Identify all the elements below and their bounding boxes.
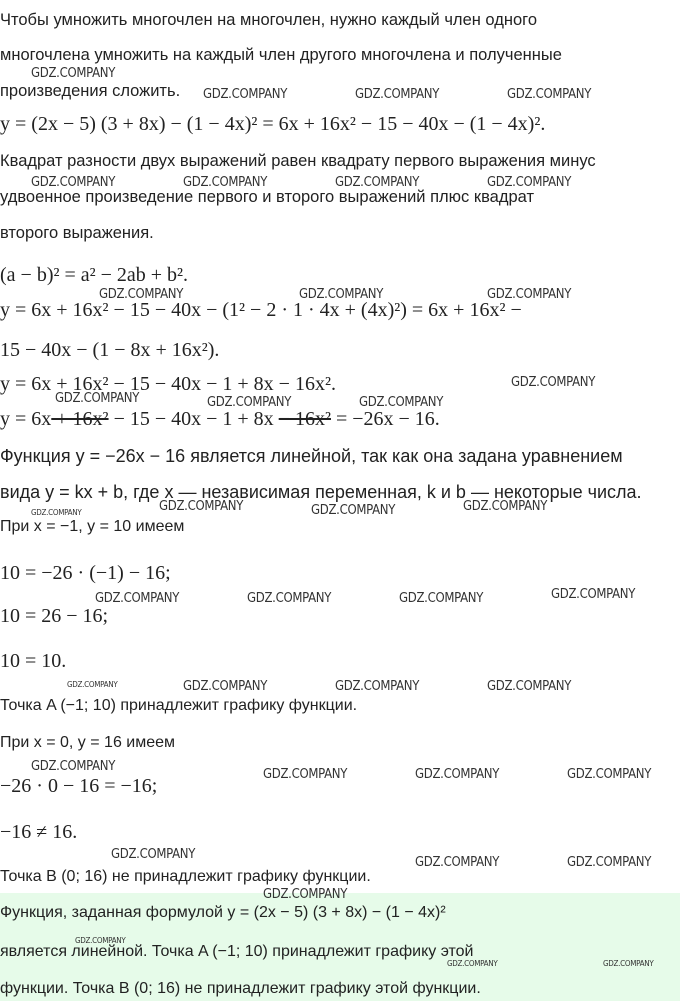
watermark: GDZ.COMPANY xyxy=(95,591,180,606)
watermark: GDZ.COMPANY xyxy=(247,591,332,606)
equation-10: −26 · 0 − 16 = −16; xyxy=(0,775,158,797)
eq6-part-e: = −26x − 16. xyxy=(330,408,440,430)
watermark: GDZ.COMPANY xyxy=(263,767,348,782)
watermark: GDZ.COMPANY xyxy=(487,175,572,190)
watermark: GDZ.COMPANY xyxy=(463,499,548,514)
text-line-2: многочлена умножить на каждый член другого многочлена и полученные xyxy=(0,46,562,64)
text-line-1: Чтобы умножить многочлен на многочлен, нужно каждый член одного xyxy=(0,11,537,29)
watermark: GDZ.COMPANY xyxy=(359,395,444,410)
watermark: GDZ.COMPANY xyxy=(111,847,196,862)
watermark: GDZ.COMPANY xyxy=(567,767,652,782)
text-line-10: Точка A (−1; 10) принадлежит графику функции. xyxy=(0,697,358,714)
conclusion-line-2: является линейной. Точка A (−1; 10) принадлежит графику этой xyxy=(0,943,474,960)
watermark: GDZ.COMPANY xyxy=(67,680,118,689)
watermark: GDZ.COMPANY xyxy=(551,587,636,602)
text-line-12: Точка B (0; 16) не принадлежит графику функции. xyxy=(0,868,371,885)
watermark: GDZ.COMPANY xyxy=(183,679,268,694)
watermark: GDZ.COMPANY xyxy=(335,679,420,694)
text-line-5: удвоенное произведение первого и второго выражений плюс квадрат xyxy=(0,188,535,206)
conclusion-line-1: Функция, заданная формулой y = (2x − 5) (3 + 8x) − (1 − 4x)² xyxy=(0,904,446,921)
text-line-4: Квадрат разности двух выражений равен квадрату первого выражения минус xyxy=(0,152,596,170)
watermark: GDZ.COMPANY xyxy=(507,87,592,102)
equation-8: 10 = 26 − 16; xyxy=(0,605,109,627)
watermark: GDZ.COMPANY xyxy=(567,855,652,870)
eq6-part-c: − 15 − 40x − 1 + 8x xyxy=(108,408,279,430)
watermark: GDZ.COMPANY xyxy=(207,395,292,410)
text-line-6: второго выражения. xyxy=(0,224,154,242)
watermark: GDZ.COMPANY xyxy=(31,66,116,81)
equation-6 xyxy=(0,407,440,431)
equation-2: (a − b)² = a² − 2ab + b². xyxy=(0,264,189,286)
equation-9: 10 = 10. xyxy=(0,650,67,672)
watermark: GDZ.COMPANY xyxy=(603,959,654,968)
watermark: GDZ.COMPANY xyxy=(335,175,420,190)
watermark: GDZ.COMPANY xyxy=(487,287,572,302)
text-line-8: вида y = kx + b, где x — независимая переменная, k и b — некоторые числа. xyxy=(0,482,642,502)
watermark: GDZ.COMPANY xyxy=(159,499,244,514)
equation-5: y = 6x + 16x² − 15 − 40x − 1 + 8x − 16x². xyxy=(0,373,336,395)
watermark: GDZ.COMPANY xyxy=(511,375,596,390)
watermark: GDZ.COMPANY xyxy=(183,175,268,190)
text-line-11: При x = 0, y = 16 имеем xyxy=(0,734,176,751)
watermark: GDZ.COMPANY xyxy=(31,175,116,190)
watermark: GDZ.COMPANY xyxy=(487,679,572,694)
watermark: GDZ.COMPANY xyxy=(415,767,500,782)
text-line-7: Функция y = −26x − 16 является линейной, так как она задана уравнением xyxy=(0,446,623,466)
equation-1: y = (2x − 5) (3 + 8x) − (1 − 4x)² = 6x + 16x² − 15 − 40x − (1 − 4x)². xyxy=(0,113,546,135)
text-line-9: При x = −1, y = 10 имеем xyxy=(0,518,185,535)
watermark: GDZ.COMPANY xyxy=(31,508,82,517)
watermark: GDZ.COMPANY xyxy=(415,855,500,870)
text-line-3: произведения сложить. xyxy=(0,82,181,100)
watermark: GDZ.COMPANY xyxy=(299,287,384,302)
watermark: GDZ.COMPANY xyxy=(263,887,348,902)
conclusion-line-3: функции. Точка B (0; 16) не принадлежит графику этой функции. xyxy=(0,980,481,997)
watermark: GDZ.COMPANY xyxy=(355,87,440,102)
eq6-cancelled-term-2: − 16x² xyxy=(278,408,331,430)
watermark: GDZ.COMPANY xyxy=(75,936,126,945)
equation-7: 10 = −26 · (−1) − 16; xyxy=(0,562,171,584)
watermark: GDZ.COMPANY xyxy=(203,87,288,102)
watermark: GDZ.COMPANY xyxy=(311,503,396,518)
eq6-cancelled-term-1: + 16x² xyxy=(51,408,109,430)
watermark: GDZ.COMPANY xyxy=(99,287,184,302)
equation-11: −16 ≠ 16. xyxy=(0,821,78,843)
watermark: GDZ.COMPANY xyxy=(399,591,484,606)
eq6-part-a: y = 6x xyxy=(0,408,52,430)
watermark: GDZ.COMPANY xyxy=(447,959,498,968)
watermark: GDZ.COMPANY xyxy=(55,391,140,406)
equation-4: 15 − 40x − (1 − 8x + 16x²). xyxy=(0,339,220,361)
watermark: GDZ.COMPANY xyxy=(31,759,116,774)
equation-3: y = 6x + 16x² − 15 − 40x − (1² − 2 · 1 · 4x + (4x)²) = 6x + 16x² − xyxy=(0,299,522,321)
